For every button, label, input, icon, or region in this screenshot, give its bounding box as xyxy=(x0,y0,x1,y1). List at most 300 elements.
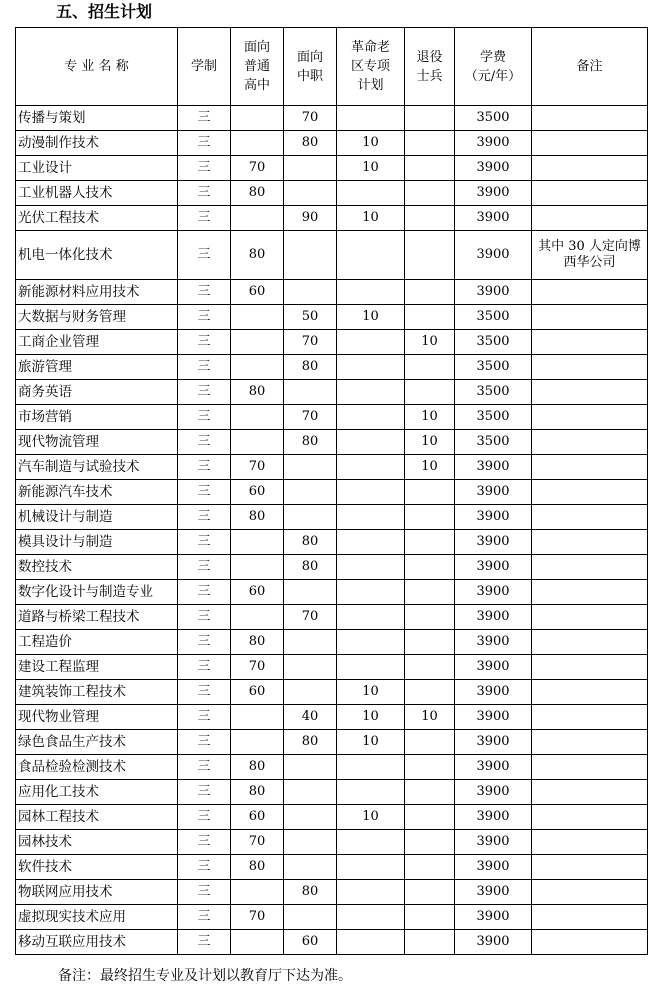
footnote: 备注：最终招生专业及计划以教育厅下达为准。 xyxy=(58,968,352,984)
cell-zhongzhi xyxy=(284,156,337,181)
cell-zhongzhi xyxy=(284,231,337,280)
cell-major-name: 动漫制作技术 xyxy=(16,131,178,156)
cell-major-name: 现代物业管理 xyxy=(16,705,178,730)
cell-major-name: 园林工程技术 xyxy=(16,805,178,830)
cell-geming: 10 xyxy=(337,705,405,730)
cell-fee: 3900 xyxy=(455,830,532,855)
cell-major-name: 机械设计与制造 xyxy=(16,505,178,530)
header-geming xyxy=(337,28,405,106)
table-row xyxy=(16,380,648,405)
cell-remark xyxy=(532,630,648,655)
header-zhongzhi xyxy=(284,28,337,106)
cell-zhongzhi: 80 xyxy=(284,880,337,905)
cell-geming xyxy=(337,405,405,430)
cell-fee: 3900 xyxy=(455,705,532,730)
cell-zhongzhi: 60 xyxy=(284,930,337,955)
cell-geming: 10 xyxy=(337,730,405,755)
cell-fee: 3500 xyxy=(455,405,532,430)
cell-major-name: 应用化工技术 xyxy=(16,780,178,805)
cell-gaozhong xyxy=(231,330,284,355)
cell-geming xyxy=(337,330,405,355)
cell-remark: 其中 30 人定向博西华公司 xyxy=(532,231,648,280)
header-zhongzhi-line: 中职 xyxy=(296,68,323,84)
cell-tuiyi xyxy=(405,830,455,855)
table-row xyxy=(16,455,648,480)
cell-fee: 3500 xyxy=(455,305,532,330)
cell-duration: 三 xyxy=(178,206,231,231)
cell-major-name: 食品检验检测技术 xyxy=(16,755,178,780)
cell-gaozhong xyxy=(231,355,284,380)
cell-remark xyxy=(532,181,648,206)
cell-remark xyxy=(532,156,648,181)
cell-tuiyi xyxy=(405,930,455,955)
table-row xyxy=(16,330,648,355)
cell-zhongzhi xyxy=(284,455,337,480)
cell-major-name: 市场营销 xyxy=(16,405,178,430)
table-row xyxy=(16,305,648,330)
cell-zhongzhi: 80 xyxy=(284,430,337,455)
header-duration: 学制 xyxy=(178,28,231,106)
cell-remark xyxy=(532,905,648,930)
cell-geming xyxy=(337,505,405,530)
cell-tuiyi xyxy=(405,605,455,630)
cell-major-name: 新能源材料应用技术 xyxy=(16,280,178,305)
cell-tuiyi: 10 xyxy=(405,330,455,355)
cell-major-name: 汽车制造与试验技术 xyxy=(16,455,178,480)
table-row xyxy=(16,655,648,680)
cell-duration: 三 xyxy=(178,156,231,181)
cell-remark xyxy=(532,830,648,855)
cell-tuiyi xyxy=(405,355,455,380)
cell-remark xyxy=(532,430,648,455)
cell-remark xyxy=(532,355,648,380)
cell-geming: 10 xyxy=(337,680,405,705)
cell-duration: 三 xyxy=(178,181,231,206)
cell-fee: 3500 xyxy=(455,430,532,455)
cell-duration: 三 xyxy=(178,106,231,131)
cell-fee: 3900 xyxy=(455,131,532,156)
cell-tuiyi xyxy=(405,905,455,930)
cell-major-name: 商务英语 xyxy=(16,380,178,405)
cell-geming: 10 xyxy=(337,206,405,231)
cell-tuiyi xyxy=(405,480,455,505)
cell-major-name: 工业设计 xyxy=(16,156,178,181)
cell-remark xyxy=(532,380,648,405)
cell-remark xyxy=(532,305,648,330)
cell-remark xyxy=(532,755,648,780)
header-gaozhong-line: 普通 xyxy=(243,59,270,74)
cell-major-name: 数控技术 xyxy=(16,555,178,580)
cell-gaozhong: 80 xyxy=(231,380,284,405)
cell-major-name: 工业机器人技术 xyxy=(16,181,178,206)
table-row xyxy=(16,206,648,231)
cell-tuiyi xyxy=(405,231,455,280)
cell-major-name: 园林技术 xyxy=(16,830,178,855)
cell-geming xyxy=(337,380,405,405)
cell-zhongzhi: 90 xyxy=(284,206,337,231)
table-row xyxy=(16,505,648,530)
cell-gaozhong: 70 xyxy=(231,830,284,855)
cell-gaozhong: 80 xyxy=(231,755,284,780)
cell-major-name: 工商企业管理 xyxy=(16,330,178,355)
cell-remark xyxy=(532,405,648,430)
cell-remark xyxy=(532,330,648,355)
table-row xyxy=(16,680,648,705)
cell-remark xyxy=(532,480,648,505)
cell-major-name: 虚拟现实技术应用 xyxy=(16,905,178,930)
cell-gaozhong: 80 xyxy=(231,181,284,206)
table-row xyxy=(16,830,648,855)
cell-gaozhong xyxy=(231,430,284,455)
cell-remark xyxy=(532,206,648,231)
cell-fee: 3900 xyxy=(455,480,532,505)
cell-geming xyxy=(337,231,405,280)
cell-tuiyi xyxy=(405,131,455,156)
cell-tuiyi xyxy=(405,755,455,780)
table-row xyxy=(16,231,648,280)
cell-tuiyi xyxy=(405,305,455,330)
cell-zhongzhi xyxy=(284,855,337,880)
header-fee-line: 学费 xyxy=(479,49,506,65)
cell-gaozhong: 60 xyxy=(231,805,284,830)
enrollment-plan-table xyxy=(15,27,648,955)
cell-zhongzhi xyxy=(284,805,337,830)
cell-zhongzhi xyxy=(284,905,337,930)
cell-major-name: 旅游管理 xyxy=(16,355,178,380)
cell-gaozhong xyxy=(231,206,284,231)
table-row xyxy=(16,355,648,380)
cell-tuiyi: 10 xyxy=(405,705,455,730)
table-row xyxy=(16,605,648,630)
cell-duration: 三 xyxy=(178,805,231,830)
table-row xyxy=(16,880,648,905)
table-row xyxy=(16,156,648,181)
cell-duration: 三 xyxy=(178,705,231,730)
cell-fee: 3900 xyxy=(455,280,532,305)
cell-remark xyxy=(532,880,648,905)
cell-remark xyxy=(532,530,648,555)
cell-zhongzhi xyxy=(284,280,337,305)
cell-zhongzhi: 70 xyxy=(284,605,337,630)
cell-duration: 三 xyxy=(178,305,231,330)
cell-geming xyxy=(337,280,405,305)
table-row xyxy=(16,131,648,156)
cell-remark xyxy=(532,805,648,830)
header-tuiyi xyxy=(405,28,455,106)
cell-remark xyxy=(532,655,648,680)
cell-gaozhong: 80 xyxy=(231,780,284,805)
cell-zhongzhi xyxy=(284,505,337,530)
header-gaozhong xyxy=(231,28,284,106)
cell-geming xyxy=(337,355,405,380)
cell-geming xyxy=(337,855,405,880)
cell-remark xyxy=(532,680,648,705)
cell-duration: 三 xyxy=(178,680,231,705)
cell-tuiyi xyxy=(405,580,455,605)
cell-fee: 3900 xyxy=(455,730,532,755)
cell-geming xyxy=(337,780,405,805)
cell-major-name: 大数据与财务管理 xyxy=(16,305,178,330)
cell-duration: 三 xyxy=(178,480,231,505)
cell-fee: 3500 xyxy=(455,380,532,405)
section-title: 五、招生计划 xyxy=(56,2,153,21)
cell-geming xyxy=(337,106,405,131)
table-row xyxy=(16,106,648,131)
cell-major-name: 新能源汽车技术 xyxy=(16,480,178,505)
table-row xyxy=(16,555,648,580)
cell-duration: 三 xyxy=(178,380,231,405)
cell-duration: 三 xyxy=(178,430,231,455)
cell-remark xyxy=(532,131,648,156)
cell-zhongzhi: 80 xyxy=(284,131,337,156)
cell-fee: 3900 xyxy=(455,780,532,805)
table-row xyxy=(16,430,648,455)
cell-major-name: 移动互联应用技术 xyxy=(16,930,178,955)
cell-major-name: 传播与策划 xyxy=(16,106,178,131)
cell-duration: 三 xyxy=(178,655,231,680)
cell-geming xyxy=(337,580,405,605)
cell-geming xyxy=(337,480,405,505)
cell-fee: 3900 xyxy=(455,630,532,655)
cell-duration: 三 xyxy=(178,855,231,880)
cell-tuiyi xyxy=(405,106,455,131)
cell-geming xyxy=(337,830,405,855)
cell-gaozhong xyxy=(231,131,284,156)
cell-geming xyxy=(337,530,405,555)
cell-tuiyi: 10 xyxy=(405,430,455,455)
cell-tuiyi xyxy=(405,630,455,655)
cell-geming: 10 xyxy=(337,156,405,181)
cell-zhongzhi: 80 xyxy=(284,555,337,580)
cell-major-name: 建设工程监理 xyxy=(16,655,178,680)
table-row xyxy=(16,755,648,780)
header-geming-line: 区专项 xyxy=(350,59,390,74)
cell-major-name: 绿色食品生产技术 xyxy=(16,730,178,755)
cell-remark xyxy=(532,106,648,131)
header-gaozhong-line: 高中 xyxy=(243,78,270,93)
header-gaozhong-line: 面向 xyxy=(243,40,270,55)
table-row xyxy=(16,630,648,655)
header-major-name: 专 业 名 称 xyxy=(16,28,178,106)
cell-duration: 三 xyxy=(178,280,231,305)
cell-zhongzhi xyxy=(284,655,337,680)
cell-remark xyxy=(532,930,648,955)
cell-duration: 三 xyxy=(178,231,231,280)
cell-fee: 3900 xyxy=(455,605,532,630)
cell-zhongzhi xyxy=(284,380,337,405)
cell-gaozhong: 60 xyxy=(231,480,284,505)
cell-tuiyi xyxy=(405,780,455,805)
cell-zhongzhi: 40 xyxy=(284,705,337,730)
header-geming-line: 革命老 xyxy=(350,40,390,55)
table-row xyxy=(16,730,648,755)
cell-fee: 3900 xyxy=(455,156,532,181)
cell-fee: 3900 xyxy=(455,555,532,580)
cell-tuiyi xyxy=(405,880,455,905)
cell-geming xyxy=(337,455,405,480)
cell-fee: 3900 xyxy=(455,455,532,480)
cell-fee: 3500 xyxy=(455,355,532,380)
cell-gaozhong xyxy=(231,930,284,955)
cell-tuiyi xyxy=(405,730,455,755)
cell-gaozhong: 80 xyxy=(231,855,284,880)
cell-tuiyi xyxy=(405,530,455,555)
table-row xyxy=(16,855,648,880)
cell-geming xyxy=(337,905,405,930)
cell-duration: 三 xyxy=(178,455,231,480)
cell-gaozhong xyxy=(231,730,284,755)
cell-geming: 10 xyxy=(337,305,405,330)
cell-geming: 10 xyxy=(337,131,405,156)
table-row xyxy=(16,530,648,555)
cell-geming: 10 xyxy=(337,805,405,830)
cell-duration: 三 xyxy=(178,580,231,605)
cell-geming xyxy=(337,755,405,780)
cell-gaozhong xyxy=(231,405,284,430)
cell-duration: 三 xyxy=(178,930,231,955)
table-row xyxy=(16,705,648,730)
cell-gaozhong xyxy=(231,880,284,905)
cell-duration: 三 xyxy=(178,405,231,430)
cell-zhongzhi: 70 xyxy=(284,330,337,355)
cell-fee: 3900 xyxy=(455,855,532,880)
cell-duration: 三 xyxy=(178,730,231,755)
cell-geming xyxy=(337,880,405,905)
cell-remark xyxy=(532,280,648,305)
table-row xyxy=(16,905,648,930)
cell-zhongzhi: 80 xyxy=(284,730,337,755)
cell-tuiyi xyxy=(405,280,455,305)
cell-remark xyxy=(532,705,648,730)
cell-tuiyi xyxy=(405,156,455,181)
cell-geming xyxy=(337,181,405,206)
cell-geming xyxy=(337,605,405,630)
cell-tuiyi xyxy=(405,206,455,231)
cell-zhongzhi: 80 xyxy=(284,530,337,555)
cell-tuiyi xyxy=(405,805,455,830)
cell-fee: 3500 xyxy=(455,330,532,355)
cell-duration: 三 xyxy=(178,830,231,855)
cell-fee: 3900 xyxy=(455,930,532,955)
cell-major-name: 现代物流管理 xyxy=(16,430,178,455)
cell-fee: 3900 xyxy=(455,181,532,206)
cell-gaozhong: 70 xyxy=(231,905,284,930)
cell-geming xyxy=(337,630,405,655)
cell-duration: 三 xyxy=(178,905,231,930)
cell-fee: 3900 xyxy=(455,880,532,905)
cell-zhongzhi xyxy=(284,755,337,780)
cell-tuiyi xyxy=(405,655,455,680)
cell-gaozhong: 70 xyxy=(231,156,284,181)
cell-duration: 三 xyxy=(178,780,231,805)
cell-remark xyxy=(532,855,648,880)
table-row xyxy=(16,580,648,605)
cell-zhongzhi xyxy=(284,480,337,505)
cell-fee: 3900 xyxy=(455,580,532,605)
cell-duration: 三 xyxy=(178,355,231,380)
cell-fee: 3500 xyxy=(455,106,532,131)
table-row xyxy=(16,780,648,805)
cell-remark xyxy=(532,580,648,605)
cell-duration: 三 xyxy=(178,755,231,780)
cell-gaozhong: 80 xyxy=(231,630,284,655)
cell-duration: 三 xyxy=(178,605,231,630)
table-row xyxy=(16,480,648,505)
cell-gaozhong xyxy=(231,530,284,555)
cell-gaozhong xyxy=(231,106,284,131)
header-remark: 备注 xyxy=(532,28,648,106)
cell-gaozhong xyxy=(231,605,284,630)
cell-zhongzhi: 70 xyxy=(284,106,337,131)
cell-major-name: 工程造价 xyxy=(16,630,178,655)
table-row xyxy=(16,805,648,830)
cell-geming xyxy=(337,930,405,955)
cell-remark xyxy=(532,505,648,530)
header-geming-line: 计划 xyxy=(357,78,384,93)
cell-geming xyxy=(337,655,405,680)
cell-duration: 三 xyxy=(178,505,231,530)
cell-gaozhong: 70 xyxy=(231,655,284,680)
cell-zhongzhi xyxy=(284,680,337,705)
cell-duration: 三 xyxy=(178,330,231,355)
cell-tuiyi xyxy=(405,380,455,405)
cell-fee: 3900 xyxy=(455,655,532,680)
cell-tuiyi: 10 xyxy=(405,455,455,480)
cell-geming xyxy=(337,555,405,580)
cell-gaozhong xyxy=(231,705,284,730)
cell-zhongzhi: 70 xyxy=(284,405,337,430)
cell-duration: 三 xyxy=(178,530,231,555)
cell-gaozhong: 60 xyxy=(231,580,284,605)
cell-zhongzhi xyxy=(284,830,337,855)
cell-gaozhong: 60 xyxy=(231,280,284,305)
cell-tuiyi xyxy=(405,505,455,530)
cell-remark xyxy=(532,555,648,580)
cell-fee: 3900 xyxy=(455,530,532,555)
cell-fee: 3900 xyxy=(455,805,532,830)
cell-gaozhong xyxy=(231,305,284,330)
header-tuiyi-line: 退役 xyxy=(416,49,443,65)
cell-tuiyi xyxy=(405,555,455,580)
cell-zhongzhi xyxy=(284,580,337,605)
cell-tuiyi: 10 xyxy=(405,405,455,430)
cell-zhongzhi xyxy=(284,630,337,655)
header-zhongzhi-line: 面向 xyxy=(296,49,323,65)
table-row xyxy=(16,280,648,305)
header-fee xyxy=(455,28,532,106)
header-tuiyi-line: 士兵 xyxy=(416,68,443,84)
cell-gaozhong: 60 xyxy=(231,680,284,705)
table-row xyxy=(16,405,648,430)
cell-tuiyi xyxy=(405,181,455,206)
header-row xyxy=(16,28,648,106)
cell-remark xyxy=(532,605,648,630)
cell-zhongzhi: 80 xyxy=(284,355,337,380)
cell-duration: 三 xyxy=(178,630,231,655)
table-row xyxy=(16,181,648,206)
cell-fee: 3900 xyxy=(455,231,532,280)
cell-major-name: 模具设计与制造 xyxy=(16,530,178,555)
cell-zhongzhi: 50 xyxy=(284,305,337,330)
cell-major-name: 道路与桥梁工程技术 xyxy=(16,605,178,630)
cell-remark xyxy=(532,455,648,480)
cell-zhongzhi xyxy=(284,181,337,206)
cell-gaozhong: 80 xyxy=(231,231,284,280)
cell-fee: 3900 xyxy=(455,505,532,530)
cell-major-name: 物联网应用技术 xyxy=(16,880,178,905)
table-row xyxy=(16,930,648,955)
cell-major-name: 建筑装饰工程技术 xyxy=(16,680,178,705)
